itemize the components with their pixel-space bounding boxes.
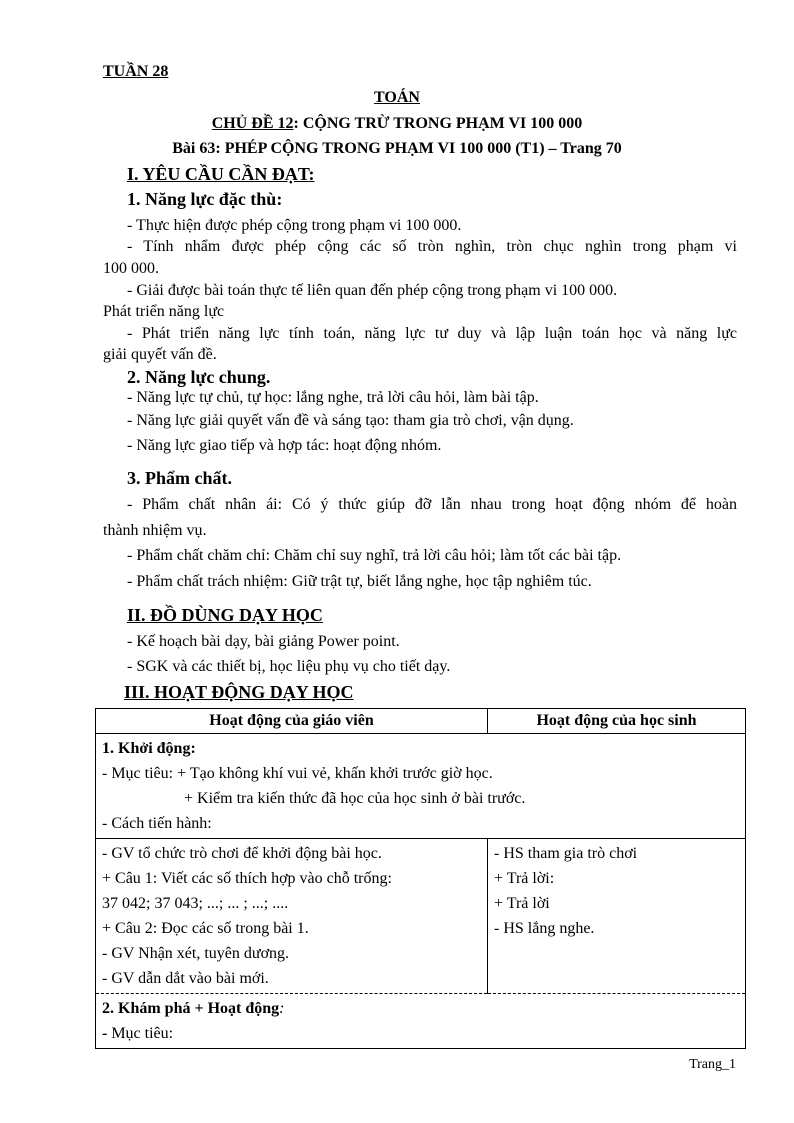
topic-label: CHỦ ĐỀ 12	[211, 115, 294, 132]
teacher-line: + Câu 1: Viết các số thích hợp vào chỗ trống:	[102, 870, 392, 887]
explore-goal-dash: -	[102, 1025, 108, 1042]
text-line: - Phẩm chất nhân ái: Có ý thức giúp đỡ lẫn nhau trong hoạt động nhóm để hoàn	[127, 496, 737, 513]
text-line: - Năng lực tự chủ, tự học: lắng nghe, trả lời câu hỏi, làm bài tập.	[127, 389, 539, 406]
warmup-activity-row	[96, 839, 746, 994]
section-2-title: II. ĐỒ DÙNG DẠY HỌC	[127, 605, 323, 625]
text-line: - Năng lực giao tiếp và hợp tác: hoạt động nhóm.	[127, 437, 442, 454]
text-line: - Phát triển năng lực tính toán, năng lực tư duy và lập luận toán học và năng lực	[127, 325, 737, 342]
student-line: - HS tham gia trò chơi	[494, 845, 638, 862]
student-line: + Trả lời:	[494, 870, 555, 887]
text-line: - Giải được bài toán thực tế liên quan đến phép cộng trong phạm vi 100 000.	[127, 282, 618, 299]
teacher-line: - GV dẫn dắt vào bài mới.	[102, 970, 269, 987]
text-line: - Phẩm chất chăm chỉ: Chăm chỉ suy nghĩ, trả lời câu hỏi; làm tốt các bài tập.	[127, 547, 622, 564]
text-line: 100 000.	[103, 260, 159, 277]
page-number: Trang_1	[689, 1057, 736, 1072]
text-line: - Tính nhẩm được phép cộng các số tròn nghìn, tròn chục nghìn trong phạm vi	[127, 238, 737, 255]
header-student: Hoạt động của học sinh	[488, 709, 746, 734]
lesson-title: Bài 63: PHÉP CỘNG TRONG PHẠM VI 100 000 (T1) – Trang 70	[172, 140, 622, 157]
explore-goal: Mục tiêu:	[107, 1025, 174, 1042]
text-line: thành nhiệm vụ.	[103, 522, 207, 539]
text-line: - Kế hoạch bài dạy, bài giảng Power point.	[127, 633, 400, 650]
teacher-line: - GV Nhận xét, tuyên dương.	[102, 945, 290, 962]
subject-title: TOÁN	[374, 89, 420, 106]
text-line: - SGK và các thiết bị, học liệu phụ vụ cho tiết dạy.	[127, 658, 451, 675]
text-line: giải quyết vấn đề.	[103, 346, 217, 363]
subsection-2-title: 2. Năng lực chung.	[127, 367, 271, 387]
warmup-title: 1. Khởi động:	[102, 740, 196, 757]
subsection-1-title: 1. Năng lực đặc thù:	[127, 189, 283, 209]
student-activity-cell	[488, 839, 746, 994]
warmup-method: - Cách tiến hành:	[102, 815, 212, 832]
activities-table	[95, 708, 746, 1049]
warmup-intro-row	[96, 734, 746, 839]
explore-colon: :	[279, 1000, 285, 1017]
warmup-goal-2: + Kiểm tra kiến thức đã học của học sinh ở bài trước.	[184, 790, 526, 807]
student-line: + Trả lời	[494, 895, 550, 912]
warmup-intro-cell	[96, 734, 746, 839]
explore-cell	[96, 994, 746, 1049]
teacher-activity-cell	[96, 839, 488, 994]
topic-rest: : CỘNG TRỪ TRONG PHẠM VI 100 000	[293, 115, 583, 132]
header-teacher: Hoạt động của giáo viên	[96, 709, 488, 734]
teacher-line: + Câu 2: Đọc các số trong bài 1.	[102, 920, 309, 937]
week-label: TUẦN 28	[103, 63, 169, 80]
section-3-title: III. HOẠT ĐỘNG DẠY HỌC	[124, 682, 354, 702]
teacher-line: 37 042; 37 043; ...; ... ; ...; ....	[102, 895, 289, 912]
warmup-goal-1: - Mục tiêu: + Tạo không khí vui vẻ, khấn khởi trước giờ học.	[102, 765, 493, 782]
table-header-row	[96, 709, 746, 734]
text-line: - Năng lực giải quyết vấn đề và sáng tạo: tham gia trò chơi, vận dụng.	[127, 412, 574, 429]
topic-title	[0, 114, 794, 134]
text-line: Phát triển năng lực	[103, 303, 225, 320]
section-1-title: I. YÊU CẦU CẦN ĐẠT:	[127, 164, 315, 184]
student-line: - HS lắng nghe.	[494, 920, 595, 937]
explore-row	[96, 994, 746, 1049]
text-line: - Phẩm chất trách nhiệm: Giữ trật tự, biết lắng nghe, học tập nghiêm túc.	[127, 573, 592, 590]
teacher-line: - GV tổ chức trò chơi để khởi động bài học.	[102, 845, 382, 862]
text-line: - Thực hiện được phép cộng trong phạm vi 100 000.	[127, 217, 462, 234]
subsection-3-title: 3. Phẩm chất.	[127, 468, 232, 488]
explore-title: 2. Khám phá + Hoạt động	[102, 1000, 280, 1017]
